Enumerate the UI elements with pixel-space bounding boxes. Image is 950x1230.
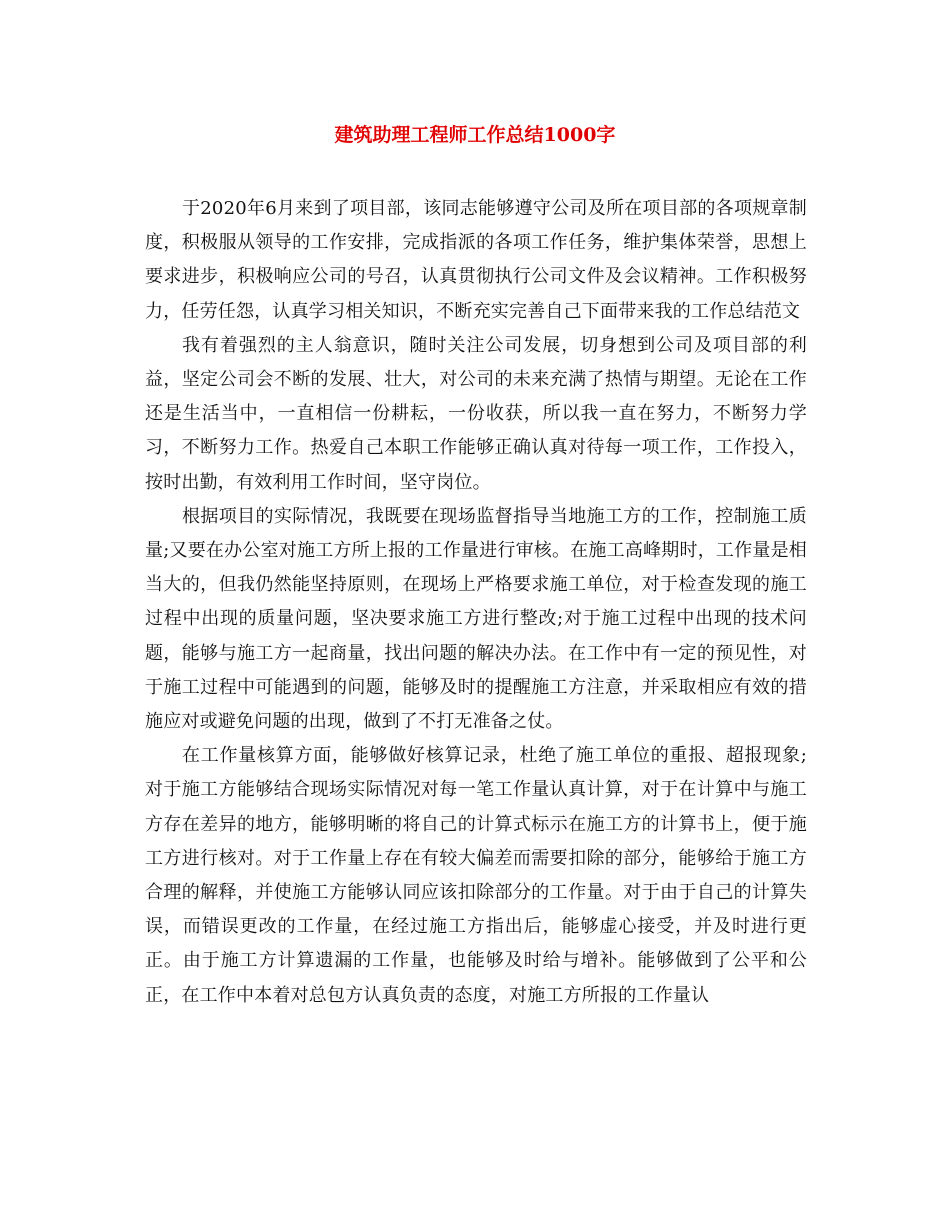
paragraph-1: 于2020年6月来到了项目部，该同志能够遵守公司及所在项目部的各项规章制度，积极服从领导的工作安排，完成指派的各项工作任务，维护集体荣誉，思想上要求进步，积极响应公司的号召，认真贯彻执行公司文件及会议精神。工作积极努力，任劳任怨，认真学习相关知识，不断充实完善自己下面带来我的工作总结范文 bbox=[145, 198, 807, 322]
document-title: 建筑助理工程师工作总结1000字 bbox=[334, 124, 616, 146]
paragraph-2: 我有着强烈的主人翁意识，随时关注公司发展，切身想到公司及项目部的利益，坚定公司会不断的发展、壮大，对公司的未来充满了热情与期望。无论在工作还是生活当中，一直相信一份耕耘，一份收获，所以我一直在努力，不断努力学习，不断努力工作。热爱自己本职工作能够正确认真对待每一项工作，工作投入，按时出勤，有效利用工作时间，坚守岗位。 bbox=[145, 334, 807, 493]
paragraph-3: 根据项目的实际情况，我既要在现场监督指导当地施工方的工作，控制施工质量;又要在办公室对施工方所上报的工作量进行审核。在施工高峰期时，工作量是相当大的，但我仍然能坚持原则，在现场上严格要求施工单位，对于检查发现的施工过程中出现的质量问题，坚决要求施工方进行整改;对于施工过程中出现的技术问题，能够与施工方一起商量，找出问题的解决办法。在工作中有一定的预见性，对于施工过程中可能遇到的问题，能够及时的提醒施工方注意，并采取相应有效的措施应对或避免问题的出现，做到了不打无准备之仗。 bbox=[145, 505, 807, 733]
paragraph-4: 在工作量核算方面，能够做好核算记录，杜绝了施工单位的重报、超报现象;对于施工方能够结合现场实际情况对每一笔工作量认真计算，对于在计算中与施工方存在差异的地方，能够明晰的将自己的计算式标示在施工方的计算书上，便于施工方进行核对。对于工作量上存在有较大偏差而需要扣除的部分，能够给于施工方合理的解释，并使施工方能够认同应该扣除部分的工作量。对于由于自己的计算失误，而错误更改的工作量，在经过施工方指出后，能够虚心接受，并及时进行更正。由于施工方计算遗漏的工作量，也能够及时给与增补。能够做到了公平和公正，在工作中本着对总包方认真负责的态度，对施工方所报的工作量认 bbox=[145, 745, 807, 1006]
document-body bbox=[145, 192, 807, 1013]
